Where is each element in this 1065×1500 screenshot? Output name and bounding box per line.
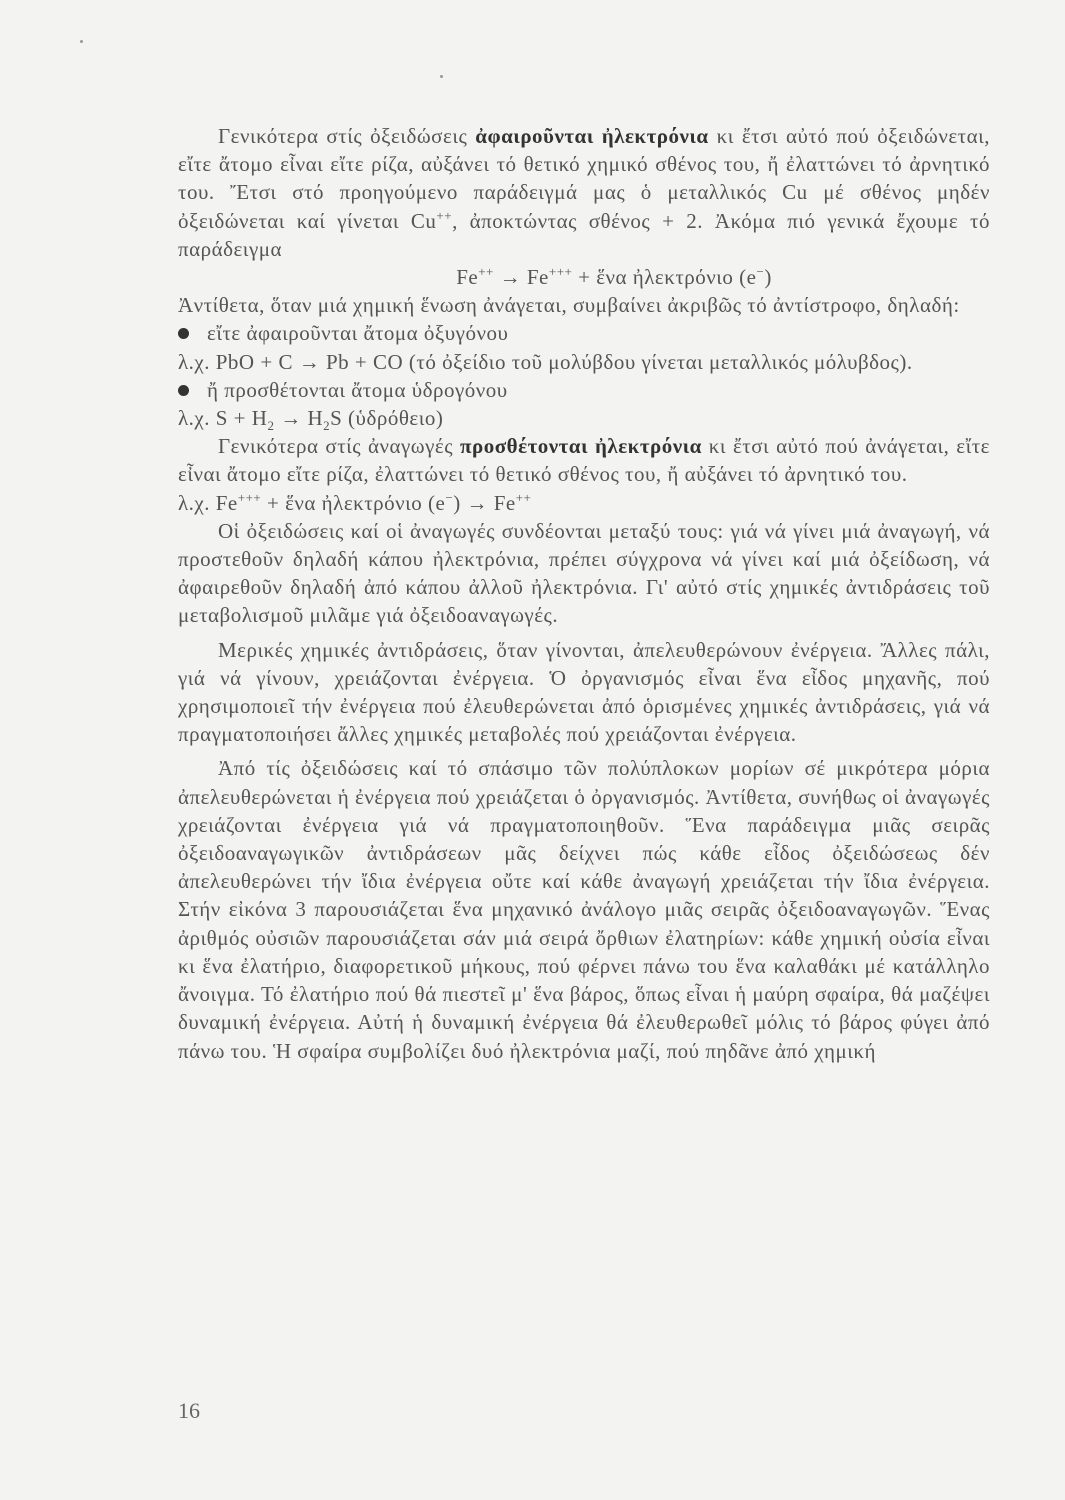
body-text [178,122,990,1065]
bullet-icon [178,385,189,396]
paper-speck [440,75,443,78]
paper-speck [80,40,83,43]
paragraph-reduction: Ἀντίθετα, ὅταν μιά χημική ἕνωση ἀνάγεται, συμβαίνει ἀκριβῶς τό ἀντίστροφο, δηλαδή: [178,293,960,318]
page-number: 16 [178,1398,200,1423]
emphasis-reduction: προσθέτονται ἠλεκτρόνια [459,434,702,459]
example-hydrogen-sulfide: λ.χ. $S + H_2 \to H_2S$ (ὑδρόθειο) [178,406,444,434]
paragraph-mechanical-analogy: Ἀπό τίς ὀξειδώσεις καί τό σπάσιμο τῶν πολύπλοκων μορίων σέ μικρότερα μόρια ἀπελευθερώνεται ἡ ἐνέργεια πού χρειάζεται ὁ ὀργανισμός. Ἀντίθετα, συνήθως οἱ ἀναγωγές χρειάζονται ἐνέργεια γιά νά πραγματοποιηθοῦν. Ἕνα παράδειγμα μιᾶς σειρᾶς ὀξειδοαναγωγικῶν ἀντιδράσεων μᾶς δείχνει πώς κάθε εἶδος ὀξειδώσεως δέν ἀπελευθερώνει τήν ἴδια ἐνέργεια οὔτε καί κάθε ἀναγωγή χρειάζεται τήν ἴδια ἐνέργεια. Στήν εἰκόνα 3 παρουσιάζεται ἕνα μηχανικό ἀνάλογο μιᾶς σειρᾶς ὀξειδοαναγωγῶν. Ἕνας ἀριθμός οὐσιῶν παρουσιάζεται σάν μιά σειρά ὄρθιων ἐλατηρίων: κάθε χημική οὐσία εἶναι κι ἕνα ἐλατήριο, διαφορετικοῦ μήκους, πού φέρνει πάνω του ἕνα καλαθάκι μέ κατάλληλο ἄνοιγμα. Τό ἐλατήριο πού θά πιεστεῖ μ' ἕνα βάρος, ὅπως εἶναι ἡ μαύρη σφαίρα, θά μαζέψει δυναμική ἐνέργεια. Αὐτή ἡ δυναμική ἐνέργεια θά ἐλευθερωθεῖ μόλις τό βάρος φύγει ἀπό πάνω του. Ἡ σφαίρα συμβολίζει δυό ἠλεκτρόνια μαζί, πού πηδᾶνε ἀπό χημική [178,756,990,1063]
emphasis-oxidation: ἀφαιροῦνται ἠλεκτρόνια [475,124,709,148]
list-item: ἤ προσθέτονται ἄτομα ὑδρογόνου [178,376,990,404]
list-item: εἴτε ἀφαιροῦνται ἄτομα ὀξυγόνου [178,319,990,347]
paragraph-energy: Μερικές χημικές ἀντιδράσεις, ὅταν γίνονται, ἀπελευθερώνουν ἐνέργεια. Ἄλλες πάλι, γιά νά γίνουν, χρειάζονται ἐνέργεια. Ὁ ὀργανισμός εἶναι ἕνα εἶδος μηχανῆς, πού χρησιμοποιεῖ τήν ἐνέργεια πού ἐλευθερώνεται ἀπό ὁρισμένες χημικές ἀντιδράσεις, γιά νά πραγματοποιήσει ἄλλες χημικές μεταβολές πού χρειάζονται ἐνέργεια. [178,637,990,747]
paragraph-oxidation: Γενικότερα στίς ὀξειδώσεις ἀφαιροῦνται ἠλεκτρόνια κι ἔτσι αὐτό πού ὀξειδώνεται, εἴτε ἄτομο εἶναι εἴτε ρίζα, αὐξάνει τό θετικό χημικό σθένος του, ἤ ἐλαττώνει τό ἀρνητικό του. Ἔτσι στό προηγούμενο παράδειγμά μας ὁ μεταλλικός Cu μέ σθένος μηδέν ὀξειδώνεται καί γίνεται Cu++, ἀποκτώντας σθένος + 2. Ἀκόμα πιό γενικά ἔχουμε τό παράδειγμα [178,124,990,261]
paragraph-redox: Οἱ ὀξειδώσεις καί οἱ ἀναγωγές συνδέονται μεταξύ τους: γιά νά γίνει μιά ἀναγωγή, νά προστεθοῦν δηλαδή κάπου ἠλεκτρόνια, πρέπει σύγχρονα νά γίνει καί μιά ὀξείδωση, νά ἀφαιρεθοῦν δηλαδή ἀπό κάπου ἀλλοῦ ἠλεκτρόνια. Γι' αὐτό στίς χημικές ἀντιδράσεις τοῦ μεταβολισμοῦ μιλᾶμε γιά ὀξειδοαναγωγές. [178,518,990,628]
example-lead-oxide: λ.χ. PbO + C → Pb + CO (τό ὀξείδιο τοῦ μολύβδου γίνεται μεταλλικός μόλυβδος). [178,349,913,374]
example-iron-reduction: λ.χ. Fe+++ + ἕνα ἠλεκτρόνιο (e−) → Fe++ [178,489,532,515]
paragraph-reduction-general: Γενικότερα στίς ἀναγωγές προσθέτονται ἠλεκτρόνια κι ἔτσι αὐτό πού ἀνάγεται, εἴτε εἶναι ἄτομο εἴτε ρίζα, ἐλαττώνει τό θετικό σθένος του, ἤ αὐξάνει τό ἀρνητικό του. [178,434,990,487]
equation-iron-oxidation: Fe++ → Fe+++ + ἕνα ἠλεκτρόνιο (e−) [456,264,772,290]
bullet-icon [178,328,189,339]
